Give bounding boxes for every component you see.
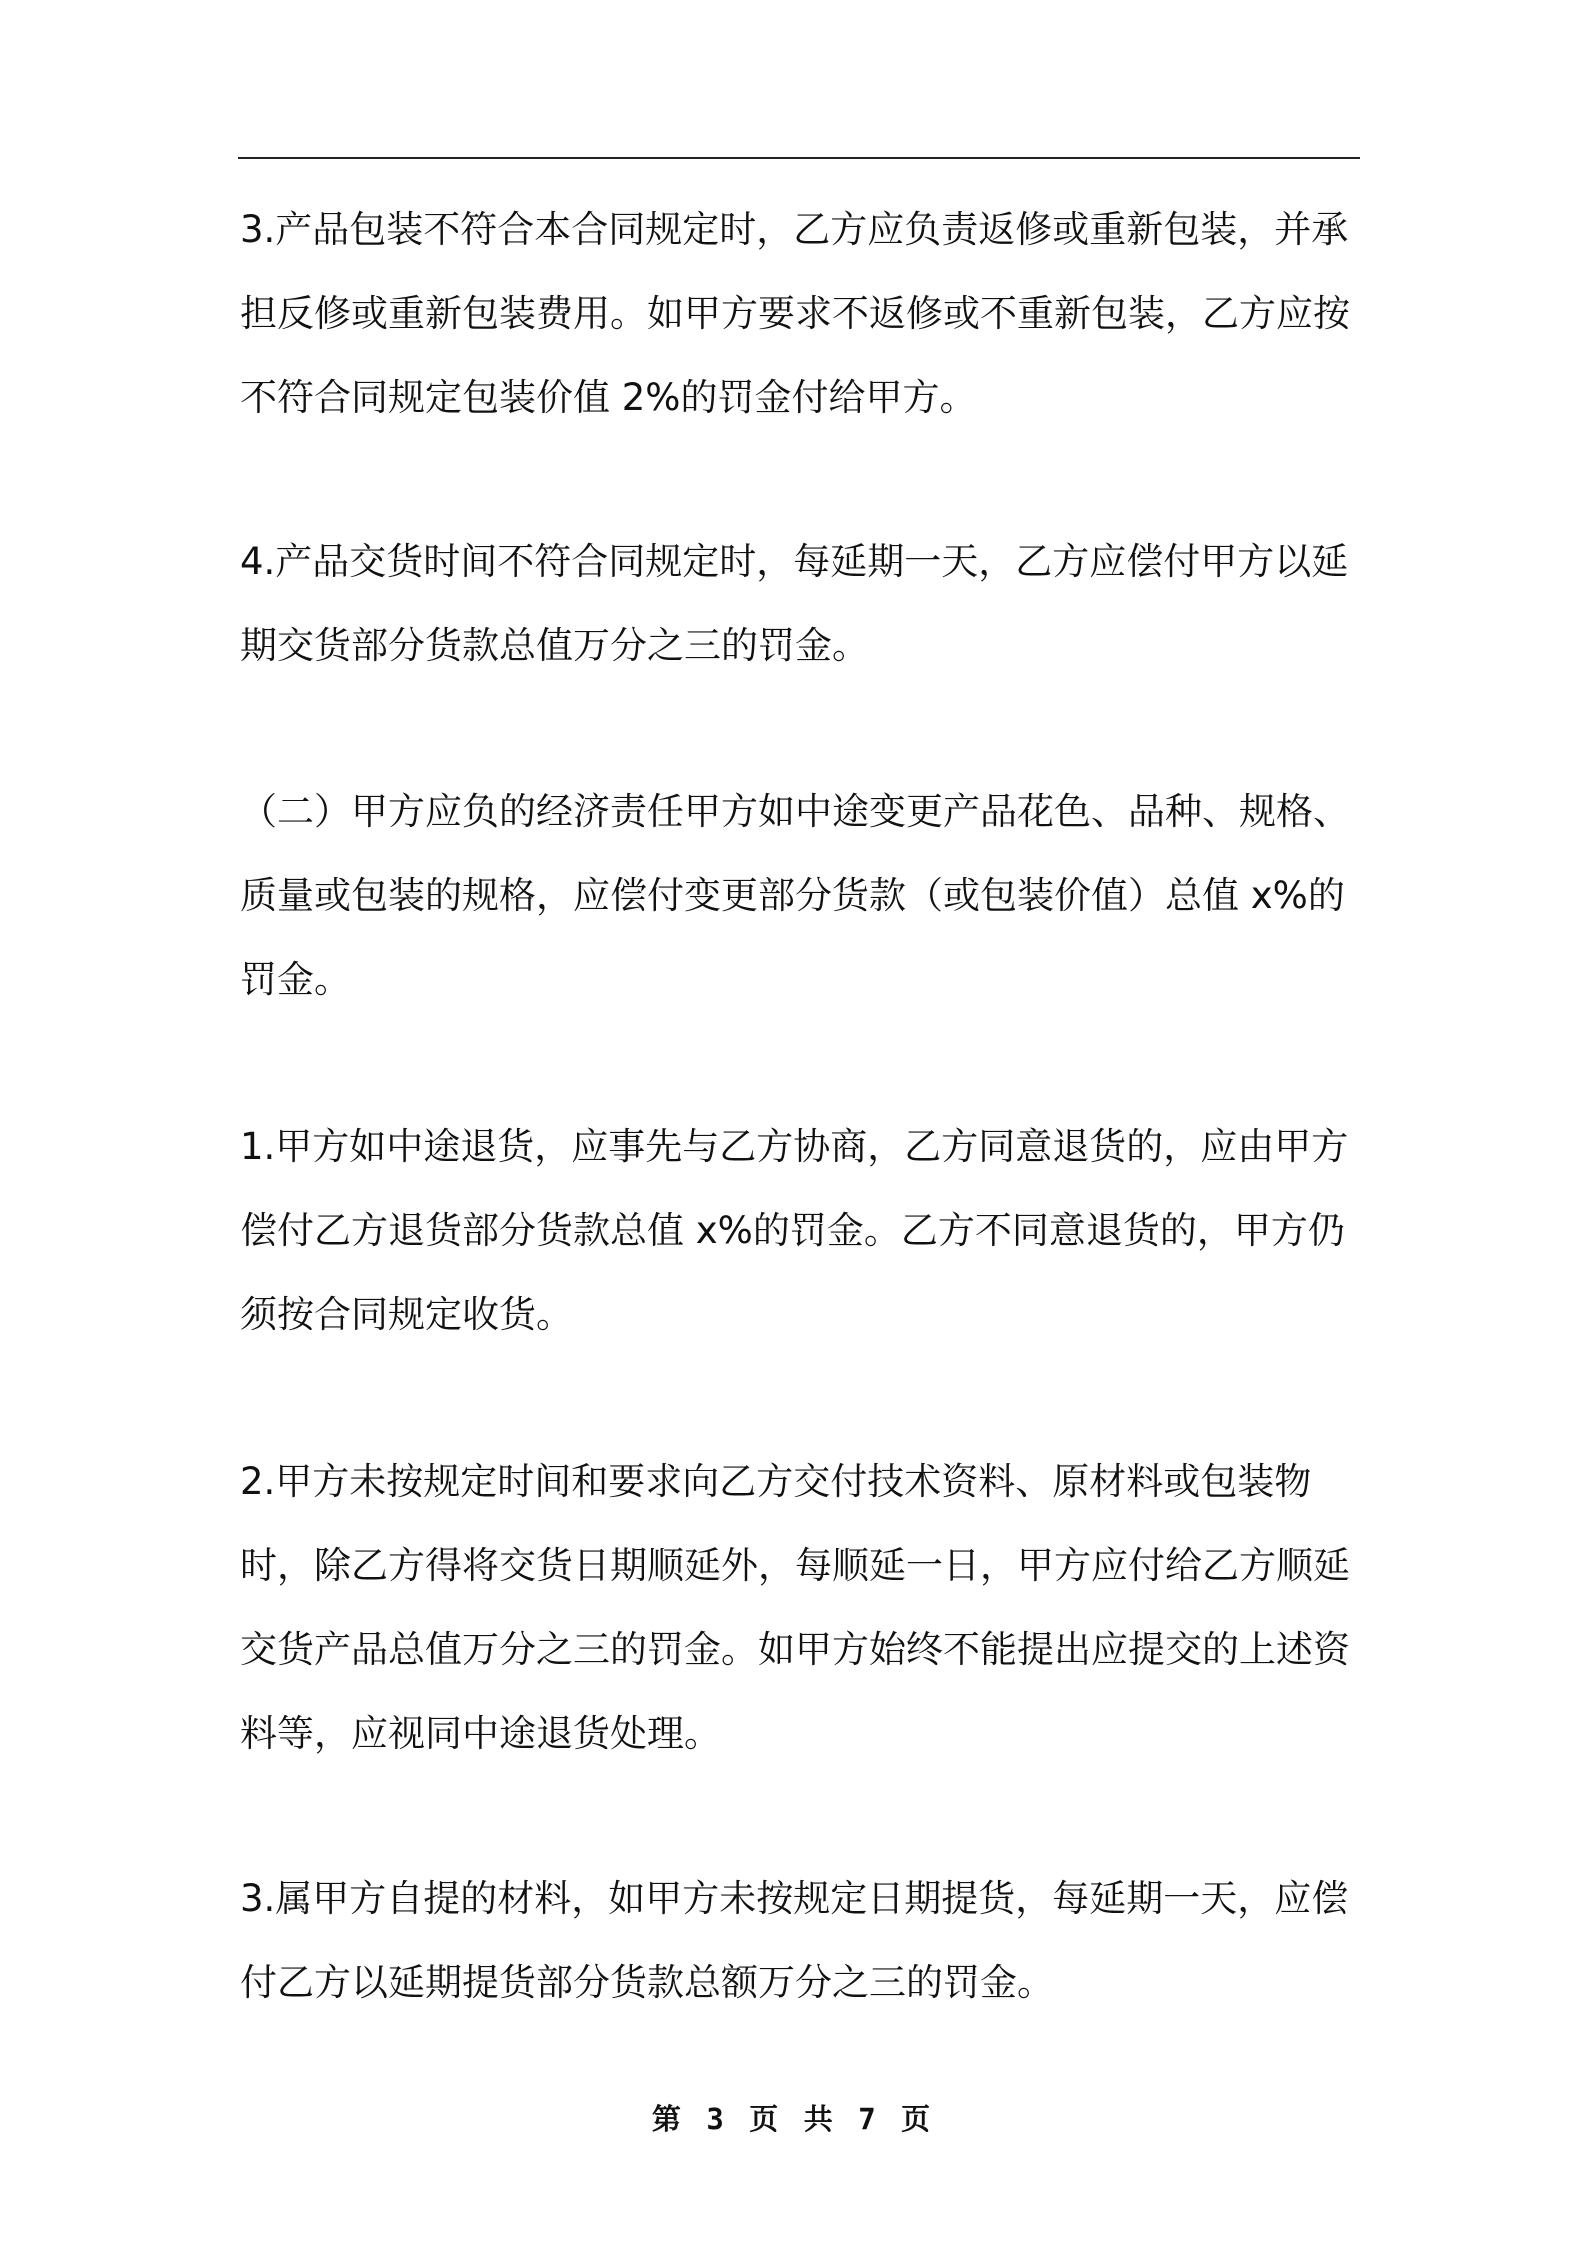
- header-rule: [238, 157, 1360, 159]
- paragraph-self-pickup: 3.属甲方自提的材料，如甲方未按规定日期提货，每延期一天，应偿付乙方以延期提货部分货款总额万分之三的罚金。: [240, 1877, 1349, 2004]
- paragraph-late-delivery-penalty: 4.产品交货时间不符合同规定时，每延期一天，乙方应偿付甲方以延期交货部分货款总值万分之三的罚金。: [240, 540, 1349, 667]
- page-number-footer: 第 3 页 共 7 页: [651, 2102, 935, 2136]
- paragraph-technical-materials: 2.甲方未按规定时间和要求向乙方交付技术资料、原材料或包装物时，除乙方得将交货日期顺延外，每顺延一日，甲方应付给乙方顺延交货产品总值万分之三的罚金。如甲方始终不能提出应提交的上述资料等，应视同中途退货处理。: [240, 1460, 1350, 1755]
- paragraph-packaging-penalty: 3.产品包装不符合本合同规定时，乙方应负责返修或重新包装，并承担反修或重新包装费用。如甲方要求不返修或不重新包装，乙方应按不符合同规定包装价值 2%的罚金付给甲方。: [240, 208, 1350, 419]
- paragraph-return-goods: 1.甲方如中途退货，应事先与乙方协商，乙方同意退货的，应由甲方偿付乙方退货部分货款总值 x%的罚金。乙方不同意退货的，甲方仍须按合同规定收货。: [240, 1125, 1349, 1336]
- paragraph-party-a-liability: （二）甲方应负的经济责任甲方如中途变更产品花色、品种、规格、质量或包装的规格，应偿付变更部分货款（或包装价值）总值 x%的罚金。: [240, 790, 1350, 1001]
